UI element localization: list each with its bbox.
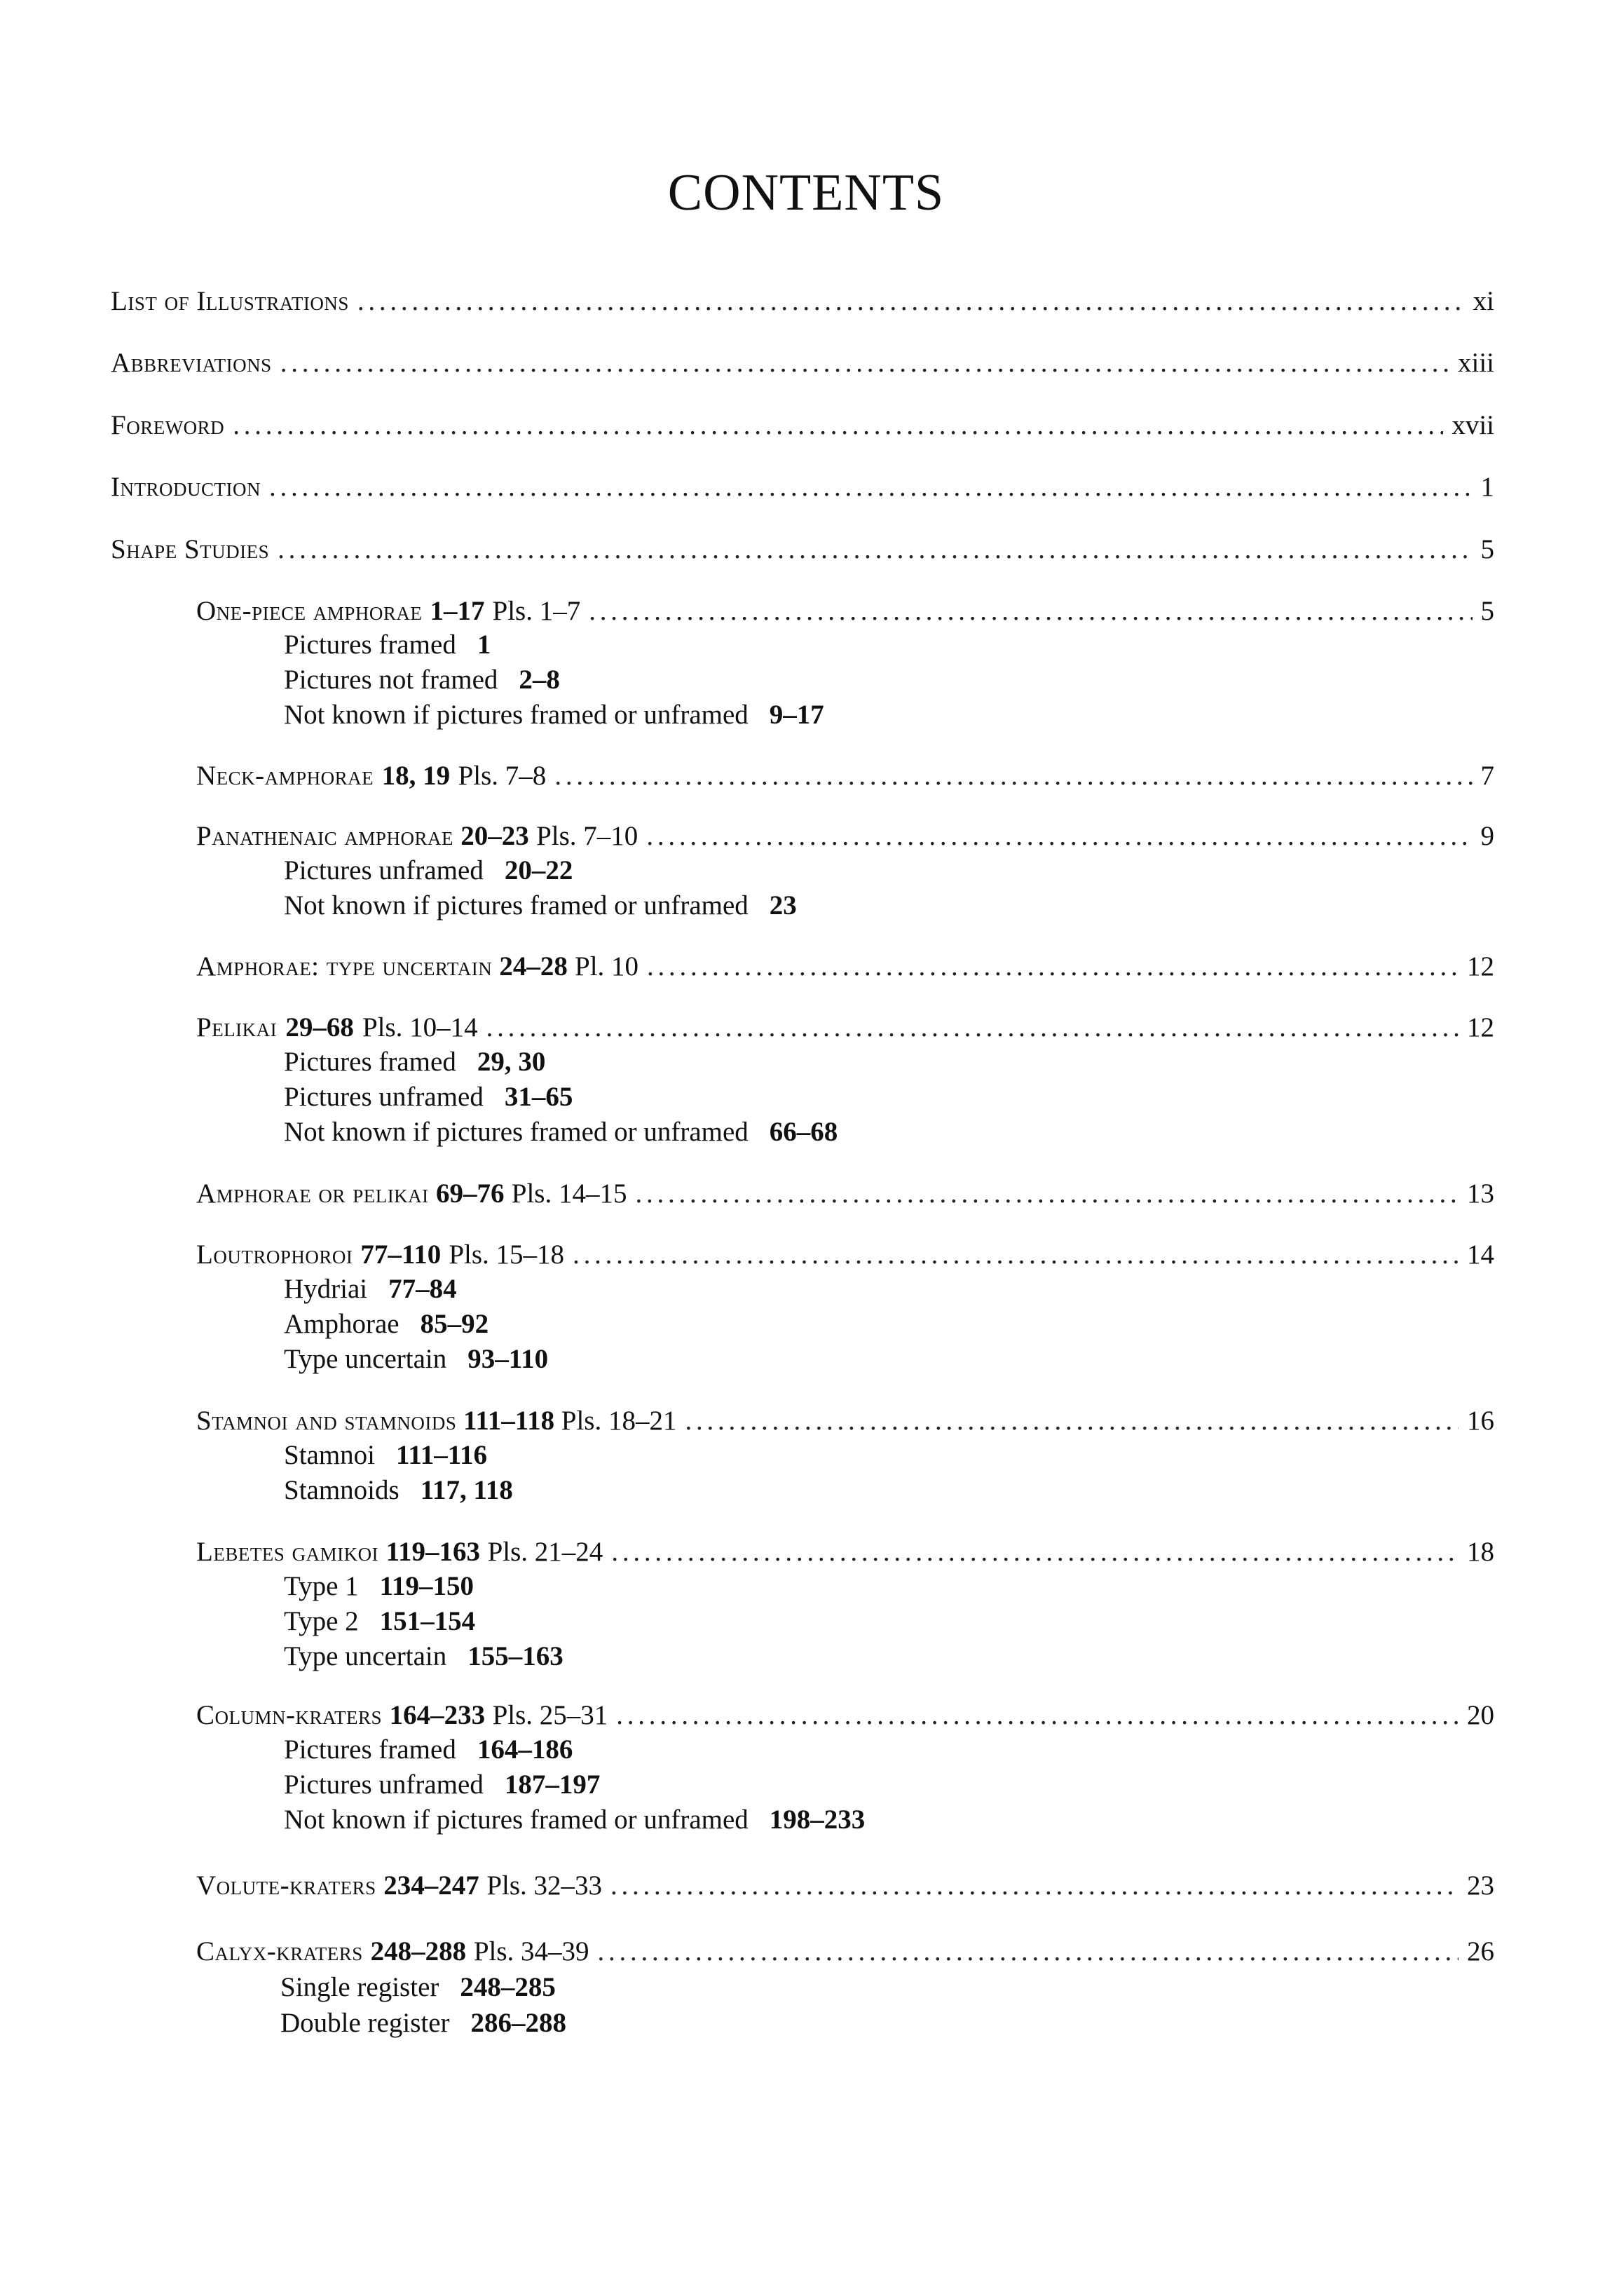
section-plates: Pls. 34–39	[473, 1936, 589, 1966]
dot-leader	[233, 412, 1443, 439]
section-label: Amphorae: type uncertain	[196, 951, 493, 981]
page-title: CONTENTS	[667, 164, 945, 222]
section-plates: Pl. 10	[575, 951, 639, 981]
section-label: Amphorae or pelikai	[196, 1178, 429, 1209]
section-page: 20	[1467, 1700, 1495, 1730]
section-plates: Pls. 7–10	[536, 821, 638, 851]
toc-section-one-piece-amphorae[interactable]	[196, 597, 1494, 625]
section-numbers: 29–68	[285, 1012, 354, 1042]
toc-entry-list-of-illustrations[interactable]	[111, 287, 1494, 315]
dot-leader	[635, 1180, 1459, 1207]
section-page: 12	[1467, 1012, 1495, 1042]
dot-leader	[616, 1701, 1459, 1729]
toc-section-lebetes-gamikoi[interactable]	[196, 1538, 1494, 1565]
subsection-item[interactable]: Pictures framed 164–186	[284, 1734, 573, 1765]
toc-entry-label: Abbreviations	[111, 348, 272, 378]
dot-leader	[685, 1407, 1459, 1434]
subsection-item[interactable]: Not known if pictures framed or unframed 23	[284, 890, 797, 921]
subsection-item[interactable]: Stamnoids 117, 118	[284, 1475, 513, 1505]
subsection-item[interactable]: Hydriai 77–84	[284, 1274, 457, 1304]
section-numbers: 1–17	[430, 596, 485, 626]
section-plates: Pls. 18–21	[561, 1406, 677, 1436]
dot-leader	[647, 953, 1459, 980]
subsection-item[interactable]: Type uncertain 155–163	[284, 1641, 563, 1671]
dot-leader	[646, 822, 1472, 850]
toc-section-volute-kraters[interactable]	[196, 1872, 1494, 1899]
section-numbers: 20–23	[460, 821, 529, 851]
toc-entry-introduction[interactable]	[111, 473, 1494, 501]
subsection-item[interactable]: Pictures unframed 31–65	[284, 1082, 573, 1112]
section-label: Lebetes gamikoi	[196, 1537, 379, 1567]
section-label: One-piece amphorae	[196, 596, 423, 626]
subsection-item[interactable]: Not known if pictures framed or unframed 9–17	[284, 700, 824, 730]
toc-section-amphorae-or-pelikai[interactable]	[196, 1180, 1494, 1207]
toc-entry-page: 5	[1480, 534, 1494, 564]
section-page: 14	[1467, 1239, 1495, 1270]
section-numbers: 77–110	[360, 1239, 442, 1270]
dot-leader	[598, 1938, 1459, 1965]
toc-entry-page: 1	[1480, 472, 1494, 502]
toc-section-amphorae-type-uncertain[interactable]	[196, 953, 1494, 980]
subsection-item[interactable]: Amphorae 85–92	[284, 1309, 489, 1339]
toc-entry-shape-studies[interactable]	[111, 536, 1494, 563]
dot-leader	[554, 762, 1472, 789]
subsection-item[interactable]: Type uncertain 93–110	[284, 1344, 549, 1374]
dot-leader	[610, 1872, 1459, 1899]
section-page: 16	[1467, 1406, 1495, 1436]
toc-section-loutrophoroi[interactable]	[196, 1241, 1494, 1268]
subsection-item[interactable]: Pictures not framed 2–8	[284, 665, 560, 695]
section-plates: Pls. 10–14	[362, 1012, 478, 1042]
subsection-item[interactable]: Not known if pictures framed or unframed 198–233	[284, 1805, 866, 1835]
dot-leader	[269, 473, 1473, 501]
section-plates: Pls. 15–18	[449, 1239, 565, 1270]
subsection-item[interactable]: Stamnoi 111–116	[284, 1440, 488, 1470]
toc-section-pelikai[interactable]	[196, 1014, 1494, 1041]
dot-leader	[280, 349, 1449, 376]
subsection-item[interactable]: Pictures framed 1	[284, 630, 491, 660]
section-numbers: 164–233	[389, 1700, 486, 1730]
dot-leader	[278, 536, 1472, 563]
section-plates: Pls. 1–7	[492, 596, 581, 626]
section-page: 13	[1466, 1178, 1494, 1209]
toc-section-calyx-kraters[interactable]	[196, 1938, 1494, 1965]
section-numbers: 248–288	[370, 1936, 467, 1966]
toc-section-column-kraters[interactable]	[196, 1701, 1494, 1729]
section-numbers: 119–163	[385, 1537, 481, 1567]
toc-entry-page: xiii	[1457, 348, 1494, 378]
section-page: 9	[1480, 821, 1495, 851]
subsection-item[interactable]: Double register 286–288	[280, 2008, 567, 2038]
dot-leader	[573, 1241, 1459, 1268]
section-numbers: 234–247	[383, 1870, 479, 1901]
section-page: 26	[1467, 1936, 1495, 1966]
subsection-item[interactable]: Single register 248–285	[280, 1972, 556, 2002]
section-label: Pelikai	[196, 1012, 278, 1042]
section-label: Panathenaic amphorae	[196, 821, 453, 851]
dot-leader	[486, 1014, 1459, 1041]
subsection-item[interactable]: Pictures unframed 187–197	[284, 1769, 601, 1800]
dot-leader	[357, 287, 1465, 315]
subsection-item[interactable]: Pictures framed 29, 30	[284, 1047, 546, 1077]
toc-entry-label: Shape Studies	[111, 534, 270, 564]
section-page: 18	[1467, 1537, 1495, 1567]
section-plates: Pls. 14–15	[511, 1178, 627, 1209]
section-page: 7	[1480, 761, 1494, 791]
section-numbers: 18, 19	[381, 761, 451, 791]
toc-entry-page: xvii	[1452, 410, 1494, 440]
subsection-item[interactable]: Type 1 119–150	[284, 1571, 474, 1601]
dot-leader	[589, 597, 1472, 625]
section-label: Neck-amphorae	[196, 761, 374, 791]
section-plates: Pls. 7–8	[458, 761, 547, 791]
section-label: Stamnoi and stamnoids	[196, 1406, 457, 1436]
section-numbers: 24–28	[499, 951, 568, 981]
section-label: Volute-kraters	[196, 1870, 376, 1901]
dot-leader	[611, 1538, 1459, 1565]
toc-section-neck-amphorae[interactable]	[196, 762, 1494, 789]
subsection-item[interactable]: Type 2 151–154	[284, 1606, 476, 1636]
section-plates: Pls. 25–31	[492, 1700, 608, 1730]
toc-entry-foreword[interactable]	[111, 412, 1494, 439]
section-label: Calyx-kraters	[196, 1936, 363, 1966]
section-page: 12	[1467, 951, 1494, 981]
section-plates: Pls. 32–33	[486, 1870, 603, 1901]
toc-entry-label: List of Illustrations	[111, 286, 349, 316]
section-page: 23	[1466, 1870, 1494, 1901]
section-numbers: 69–76	[435, 1178, 505, 1209]
section-page: 5	[1480, 596, 1495, 626]
subsection-item[interactable]: Pictures unframed 20–22	[284, 855, 573, 885]
toc-section-stamnoi-and-stamnoids[interactable]	[196, 1407, 1494, 1434]
toc-entry-page: xi	[1473, 286, 1494, 316]
subsection-item[interactable]: Not known if pictures framed or unframed 66–68	[284, 1117, 838, 1147]
section-plates: Pls. 21–24	[487, 1537, 603, 1567]
toc-entry-label: Foreword	[111, 410, 225, 440]
toc-entry-label: Introduction	[111, 472, 261, 502]
toc-entry-abbreviations[interactable]	[111, 349, 1494, 376]
toc-section-panathenaic-amphorae[interactable]	[196, 822, 1494, 850]
section-numbers: 111–118	[463, 1406, 555, 1436]
section-label: Column-kraters	[196, 1700, 383, 1730]
section-label: Loutrophoroi	[196, 1239, 353, 1270]
